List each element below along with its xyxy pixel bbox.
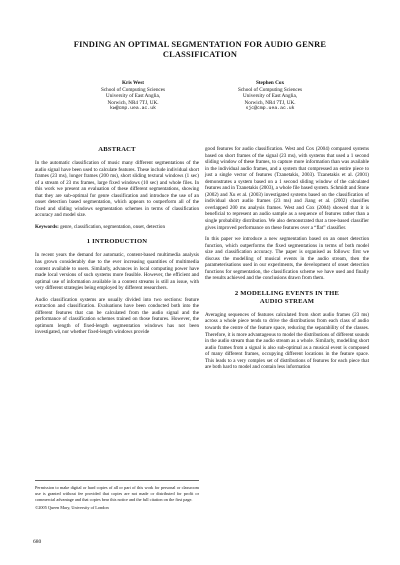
- abstract-text: In the automatic classification of music many different segmentations of the audio signal have been used to calculate features. These include individual short frames (23 ms), longer frames (200 ms), short sliding textural windows (1 sec) of a stream of 23 ms frames, large fixed windows (10 sec) and whole files. In this work we present an evaluation of these different segmentations, showing that they are sub-optimal for genre classification and introduce the use of an onset detection based segmentation, which appears to outperform all of the fixed and sliding windows segmentation schemes in terms of classification accuracy and model size.: [35, 160, 199, 219]
- author-univ: University of East Anglia,: [242, 93, 298, 100]
- right-column: [205, 146, 369, 376]
- title-line-2: CLASSIFICATION: [162, 50, 238, 59]
- footnote-permission: Permission to make digital or hard copies of all or part of this work for personal or classroom use is granted without fee provided that copies are not made or distributed for profit or commercial advantage and that copies bear this notice and the full citation on the first page.: [35, 485, 199, 502]
- author-email[interactable]: kw@cmp.uea.ac.uk: [109, 106, 157, 112]
- author-city: Norwich, NR4 7TJ, UK.: [244, 99, 296, 106]
- section-2-heading: [205, 290, 369, 306]
- section-1-paragraph-2: Audio classification systems are usually divided into two sections: feature extraction and classification. Evaluations have been conducted both into the different features that can be calculated from the audio signal and the performance of classification schemes trained on those features. However, the optimum length of fixed-length segmentation windows has not been investigated, nor whether fixed-length windows provide: [35, 296, 199, 336]
- author-block-2: [200, 80, 340, 113]
- paper-title: [40, 40, 360, 60]
- keywords-label: Keywords:: [35, 223, 59, 230]
- author-email[interactable]: sjc@cmp.uea.ac.uk: [245, 106, 295, 112]
- section-2-paragraph-1: Averaging sequences of features calculated from short audio frames (23 ms) across a whole piece tends to drive the distributions from each class of audio towards the centre of the feature space, reducing the separability of the classes. Therefore, it is more advantageous to model the distributions of different sounds in the audio stream than the audio stream as a whole. Similarly, modelling short audio frames from a signal is also sub-optimal as a musical event is composed of many different frames, occupying different locations in the feature space. This leads to a very complex set of distributions of features for each piece that are both hard to model and contain less information: [205, 311, 369, 371]
- title-line-1: FINDING AN OPTIMAL SEGMENTATION FOR AUDIO GENRE: [73, 40, 327, 49]
- author-name: Stephen Cox: [255, 80, 285, 86]
- section-1-paragraph-1: In recent years the demand for automatic, content-based multimedia analysis has grown considerably due to the ever increasing quantities of multimedia content available to users. Similarly, advances in local computing power have made local versions of such systems more feasible. However, the efficient and optimal use of information available in a content streams is still an issue, with very different strategies being employed by different researchers.: [35, 252, 199, 292]
- page-number: 680: [33, 539, 42, 545]
- right-paragraph-1: good features for audio classification. West and Cox (2004) compared systems based on short frames of the signal (23 ms), with systems that used a 1 second sliding window of these frames, to capture more information than was available in the individual audio frames, and a system that compressed an entire piece to just a single vector of features (Tzanetakis, 2003). Tzanetakis et al. (2001) demonstrates a system based on a 1 second sliding window of the calculated features and in Tzanetakis (2003), a whole file based system. Schmidt and Stone (2002) and Xu et al. (2003) investigated systems based on the classification of individual short audio frames (23 ms) and Jiang et al. (2002) classifies overlapped 200 ms analysis frames. West and Cox (2004) showed that it is beneficial to represent an audio sample as a sequence of features rather than a single probability distribution. We also demonstrated that a tree-based classifier gives improved performance on these features over a “flat” classifier.: [205, 146, 369, 231]
- author-block-1: [63, 80, 203, 113]
- keywords: [35, 224, 199, 231]
- author-dept: School of Computing Sciences: [100, 86, 166, 93]
- author-dept: School of Computing Sciences: [237, 86, 303, 93]
- section-2-heading-line-2: AUDIO STREAM: [259, 297, 315, 305]
- keywords-text: genre, classification, segmentation, onset, detection: [60, 223, 166, 230]
- abstract-heading: ABSTRACT: [98, 146, 136, 153]
- footnote-copyright: ©2005 Queen Mary, University of London: [35, 505, 109, 511]
- right-paragraph-2: In this paper we introduce a new segmentation based on an onset detection function, which outperforms the fixed segmentations in terms of both model size and classification accuracy. The paper is organised as follows: first we discuss the modelling of musical events in the audio stream, then the parameterisations used in our experiments, the development of onset detection functions for segmentation, the classification scheme we have used and finally the results achieved and the conclusions drawn from them.: [205, 236, 369, 282]
- section-1-heading: 1 INTRODUCTION: [86, 238, 148, 246]
- author-city: Norwich, NR4 7TJ, UK.: [107, 99, 159, 106]
- footnote: [35, 480, 199, 514]
- section-2-heading-line-1: 2 MODELLING EVENTS IN THE: [234, 289, 340, 297]
- left-column: [35, 146, 199, 341]
- author-name: Kris West: [122, 80, 144, 86]
- author-univ: University of East Anglia,: [105, 93, 161, 100]
